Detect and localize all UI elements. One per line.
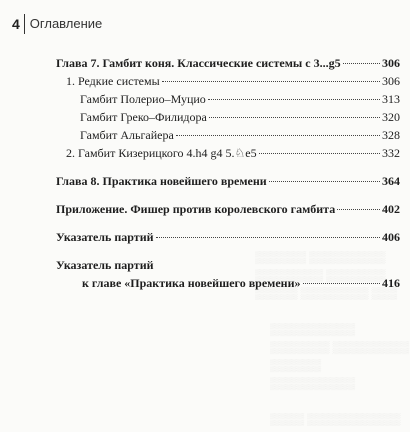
toc-entry-title: Гамбит Греко–Филидора [80,110,207,124]
page-header [12,14,102,34]
toc-entry-page: 320 [382,110,400,124]
dot-leader [156,237,380,238]
toc-entry-page: 313 [382,92,400,106]
toc-entry-section-1[interactable] [66,74,400,89]
toc-entry-chapter-index-line-1[interactable]: Указатель партий [56,258,154,272]
toc-entry-section-2[interactable] [66,146,400,161]
running-head: Оглавление [29,16,103,31]
toc-entry-chapter-8[interactable] [56,174,400,189]
toc-entry-title: Глава 7. Гамбит коня. Классические системы с 3...g5 [56,56,341,70]
dot-leader [176,135,380,136]
show-through-text: ▒▒▒▒▒▒▒▒▒▒ ▒▒▒▒▒▒▒ ▒▒▒▒▒▒▒▒▒ ▒▒▒▒▒▒ ▒▒▒▒▒▒▒▒▒▒ ▒▒▒▒ ▒▒▒▒▒▒▒▒▒▒▒ [270,322,410,426]
dot-leader [343,63,380,64]
dot-leader [209,117,380,118]
toc-entry-sub-3[interactable] [80,128,400,143]
toc-entry-title: Указатель партий [56,230,154,244]
toc-entry-page: 328 [382,128,400,142]
dot-leader [259,153,380,154]
toc-entry-page: 306 [382,74,400,88]
toc-entry-title: к главе «Практика новейшего времени» [82,276,301,290]
toc-entry-sub-2[interactable] [80,110,400,125]
toc-entry-page: 306 [382,56,400,70]
toc-entry-title: Гамбит Полерио–Муцио [80,92,206,106]
dot-leader [162,81,380,82]
toc-entry-title: Приложение. Фишер против королевского гамбита [56,202,336,216]
toc-entry-page: 406 [382,230,400,244]
dot-leader [337,209,380,210]
toc-entry-title: Гамбит Альгайера [80,128,174,142]
toc-entry-title: Глава 8. Практика новейшего времени [56,174,267,188]
dot-leader [303,283,380,284]
toc-entry-chapter-7[interactable] [56,56,400,71]
toc-entry-page: 402 [382,202,400,216]
show-through-text: ▒▒▒▒▒▒ ▒▒▒▒▒▒▒▒▒ ▒▒▒▒▒▒▒▒ ▒▒▒▒▒▒▒ ▒▒▒▒▒ ▒▒▒▒▒▒▒▒ ▒▒▒ [255,250,398,300]
toc-entry-appendix[interactable] [56,202,400,217]
toc-entry-sub-1[interactable] [80,92,400,107]
dot-leader [269,181,380,182]
dot-leader [208,99,380,100]
toc-entry-page: 332 [382,146,400,160]
toc-entry-chapter-index[interactable] [82,276,400,291]
toc-entry-game-index[interactable] [56,230,400,245]
page-number: 4 [12,14,25,34]
toc-entry-title: 2. Гамбит Кизерицкого 4.h4 g4 5.♘e5 [66,146,257,160]
toc-entry-page: 364 [382,174,400,188]
toc-entry-title: 1. Редкие системы [66,74,160,88]
toc-entry-page: 416 [382,276,400,290]
